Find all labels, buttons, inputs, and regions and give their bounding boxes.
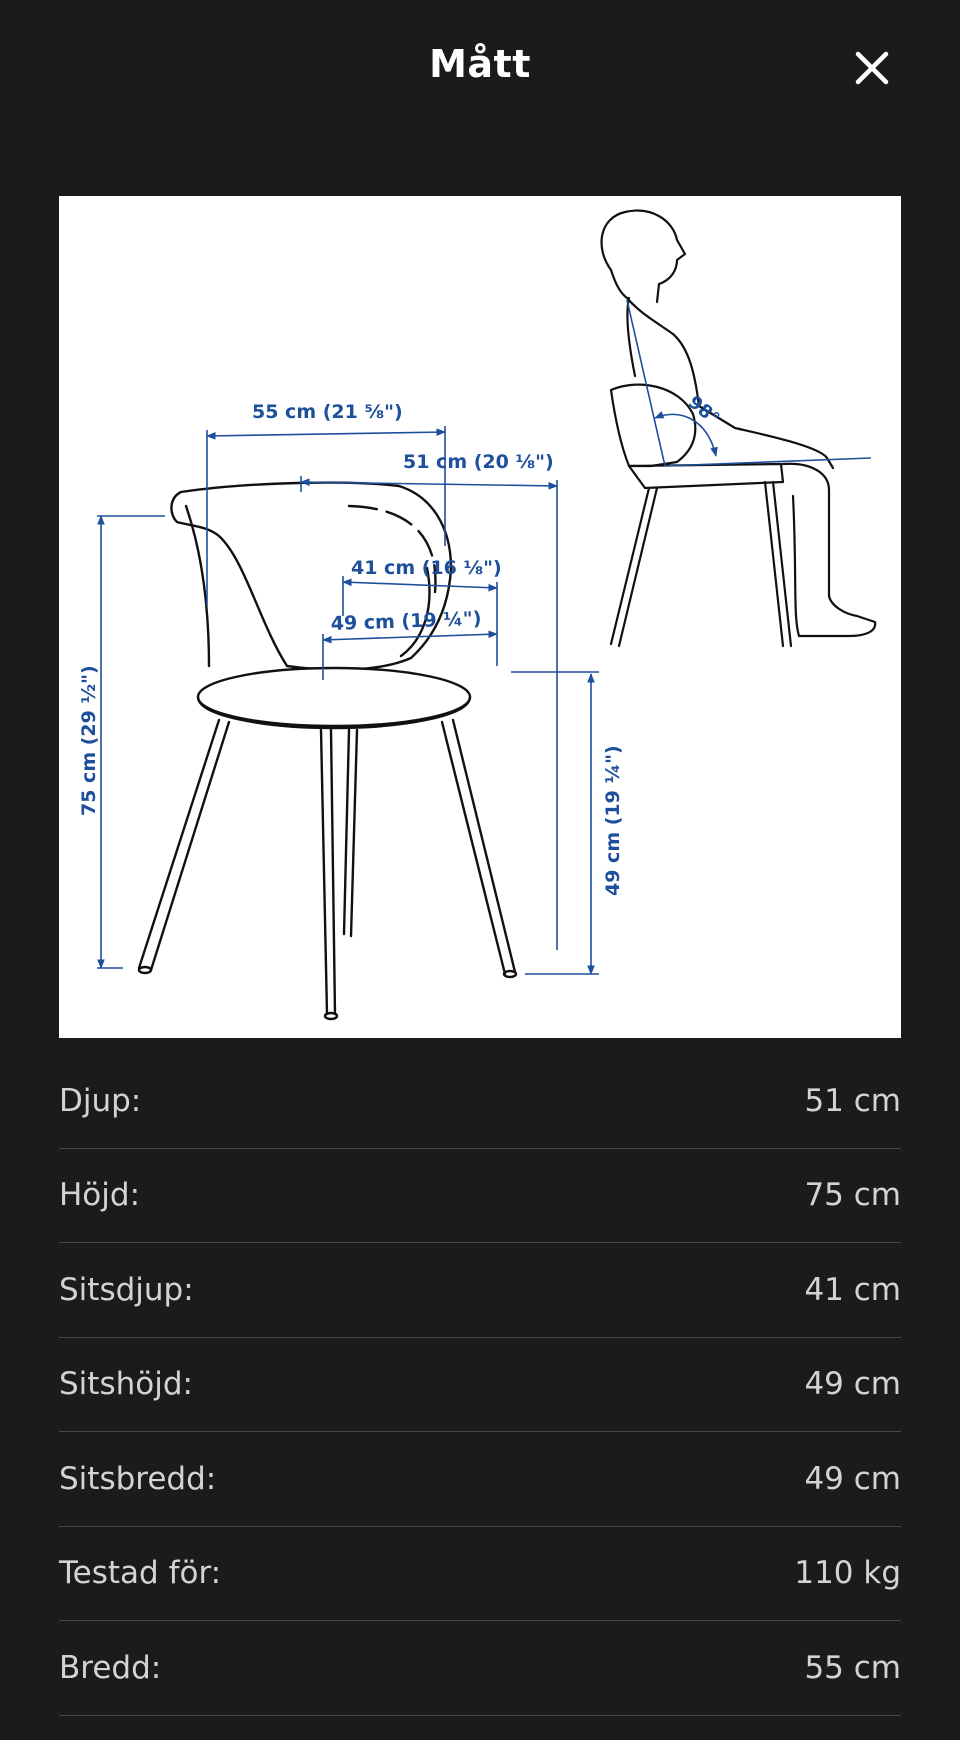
dimension-value: 75 cm [804,1177,901,1214]
dimension-label: Djup: [59,1082,142,1119]
dimension-value: 49 cm [804,1460,901,1497]
dim-label-seat-height: 49 cm (19 ¼") [602,745,624,896]
dimension-label: Sitsdjup: [59,1271,194,1308]
dimension-row-sitsbredd [59,1432,901,1527]
dimension-drawing [59,196,901,1038]
dim-label-width: 55 cm (21 ⅝") [252,401,403,423]
dim-label-height: 75 cm (29 ½") [78,665,100,816]
dimension-label: Höjd: [59,1177,141,1214]
dimension-lines [97,300,871,974]
dim-label-depth: 51 cm (20 ⅛") [403,451,554,473]
dimension-row-testad-for [59,1527,901,1622]
dim-label-seat-width: 49 cm (19 ¼") [330,607,482,635]
dimension-row-djup [59,1054,901,1149]
dimension-value: 49 cm [804,1366,901,1403]
dimensions-list [59,1054,901,1716]
dimension-label: Sitshöjd: [59,1366,193,1403]
dimension-label: Testad för: [59,1555,222,1592]
dim-label-seat-depth: 41 cm (16 ⅛") [351,557,502,579]
dimension-label: Sitsbredd: [59,1460,217,1497]
dim-label-angle: 98° [683,391,724,430]
dimension-row-hojd [59,1149,901,1244]
dimension-value: 51 cm [804,1082,901,1119]
dimension-value: 110 kg [794,1555,901,1592]
dimension-row-bredd [59,1621,901,1716]
close-button[interactable] [848,44,896,92]
close-icon [848,44,896,92]
person-side-drawing [602,211,876,646]
dimension-value: 55 cm [804,1649,901,1686]
dimension-row-sitshojd [59,1338,901,1433]
dimension-label: Bredd: [59,1649,162,1686]
dimension-row-sitsdjup [59,1243,901,1338]
sheet-title: Mått [429,42,531,86]
chair-dimension-illustration [59,196,901,1038]
dimension-value: 41 cm [804,1271,901,1308]
